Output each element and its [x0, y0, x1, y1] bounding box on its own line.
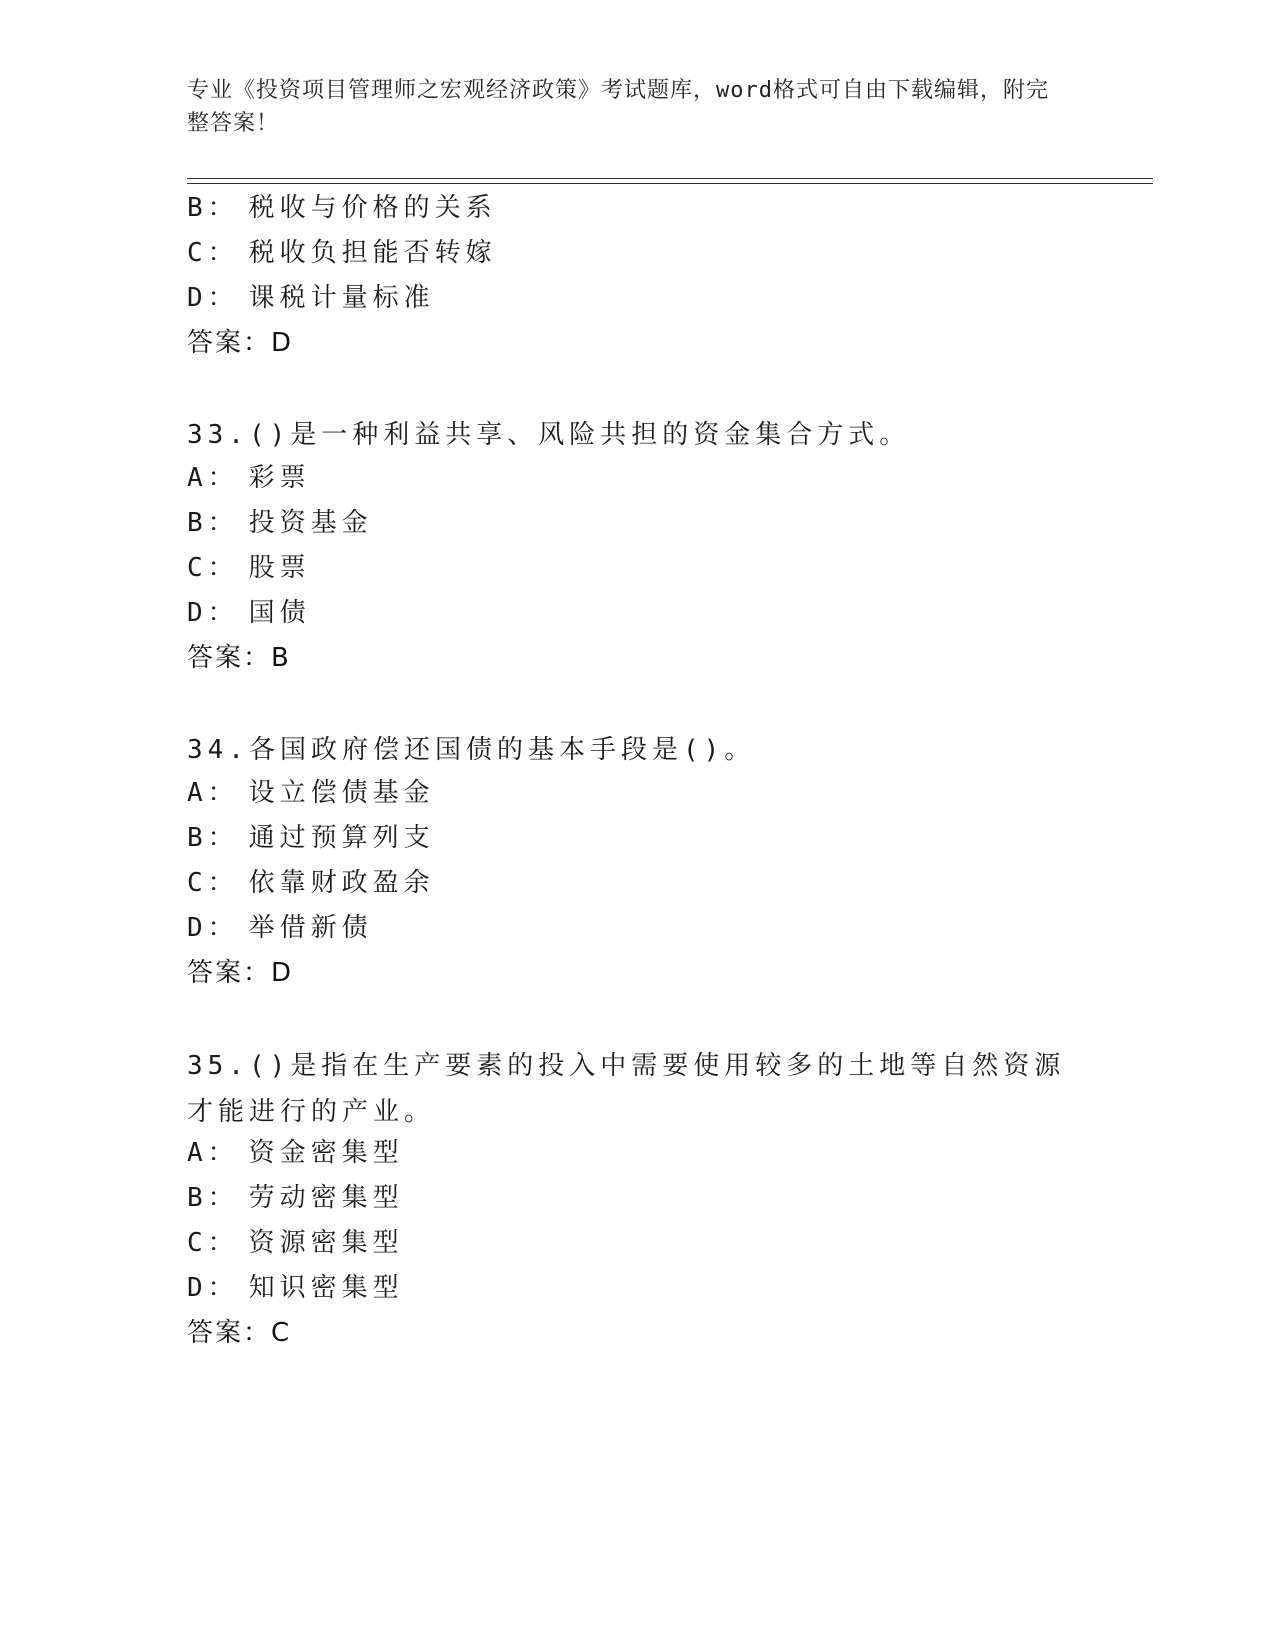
q34-option-d — [187, 912, 373, 944]
q33-option-d — [187, 597, 311, 629]
option-label: A： — [187, 1138, 239, 1168]
q34-answer: 答案：D — [187, 958, 294, 988]
q34-option-b — [187, 822, 435, 854]
option-text: 税收与价格的关系 — [248, 193, 497, 223]
option-text: 税收负担能否转嫁 — [248, 238, 497, 268]
option-label: D： — [187, 913, 239, 943]
option-text: 劳动密集型 — [248, 1183, 404, 1213]
q35-text: 35.()是指在生产要素的投入中需要使用较多的土地等自然资源才能进行的产业。 — [187, 1051, 1066, 1127]
q32-option-b — [187, 192, 497, 224]
q35-option-a — [187, 1137, 404, 1169]
q35-option-b — [187, 1182, 404, 1214]
option-label: D： — [187, 283, 239, 313]
option-text: 彩票 — [248, 463, 311, 493]
option-label: D： — [187, 598, 239, 628]
option-text: 课税计量标准 — [248, 283, 435, 313]
q33-option-b — [187, 507, 373, 539]
header-rule-bottom — [187, 183, 1153, 184]
option-text: 投资基金 — [248, 508, 373, 538]
option-text: 通过预算列支 — [248, 823, 435, 853]
q34-option-a — [187, 777, 435, 809]
option-label: C： — [187, 553, 239, 583]
q35-answer: 答案：C — [187, 1318, 292, 1348]
q33-option-a — [187, 462, 311, 494]
option-text: 股票 — [248, 553, 311, 583]
option-label: B： — [187, 508, 239, 538]
option-text: 资金密集型 — [248, 1138, 404, 1168]
q32-option-c — [187, 237, 497, 269]
option-label: A： — [187, 778, 239, 808]
option-label: C： — [187, 1228, 239, 1258]
option-text: 举借新债 — [248, 913, 373, 943]
q32-option-d — [187, 282, 435, 314]
option-text: 资源密集型 — [248, 1228, 404, 1258]
q32-answer: 答案：D — [187, 328, 294, 358]
option-text: 知识密集型 — [248, 1273, 404, 1303]
option-label: B： — [187, 1183, 239, 1213]
q35-option-d — [187, 1272, 404, 1304]
option-label: D： — [187, 1273, 239, 1303]
option-label: B： — [187, 193, 239, 223]
q34-text: 34.各国政府偿还国债的基本手段是()。 — [187, 735, 756, 765]
q33-answer: 答案：B — [187, 643, 291, 673]
option-text: 国债 — [248, 598, 311, 628]
option-label: B： — [187, 823, 239, 853]
q33-text: 33.()是一种利益共享、风险共担的资金集合方式。 — [187, 420, 911, 450]
option-label: A： — [187, 463, 239, 493]
option-label: C： — [187, 238, 239, 268]
q34-option-c — [187, 867, 435, 899]
header-rule-top — [187, 178, 1153, 179]
option-label: C： — [187, 868, 239, 898]
document-header: 专业《投资项目管理师之宏观经济政策》考试题库，word格式可自由下载编辑，附完整答案！ — [187, 78, 1049, 136]
option-text: 依靠财政盈余 — [248, 868, 435, 898]
q35-option-c — [187, 1227, 404, 1259]
option-text: 设立偿债基金 — [248, 778, 435, 808]
q33-option-c — [187, 552, 311, 584]
